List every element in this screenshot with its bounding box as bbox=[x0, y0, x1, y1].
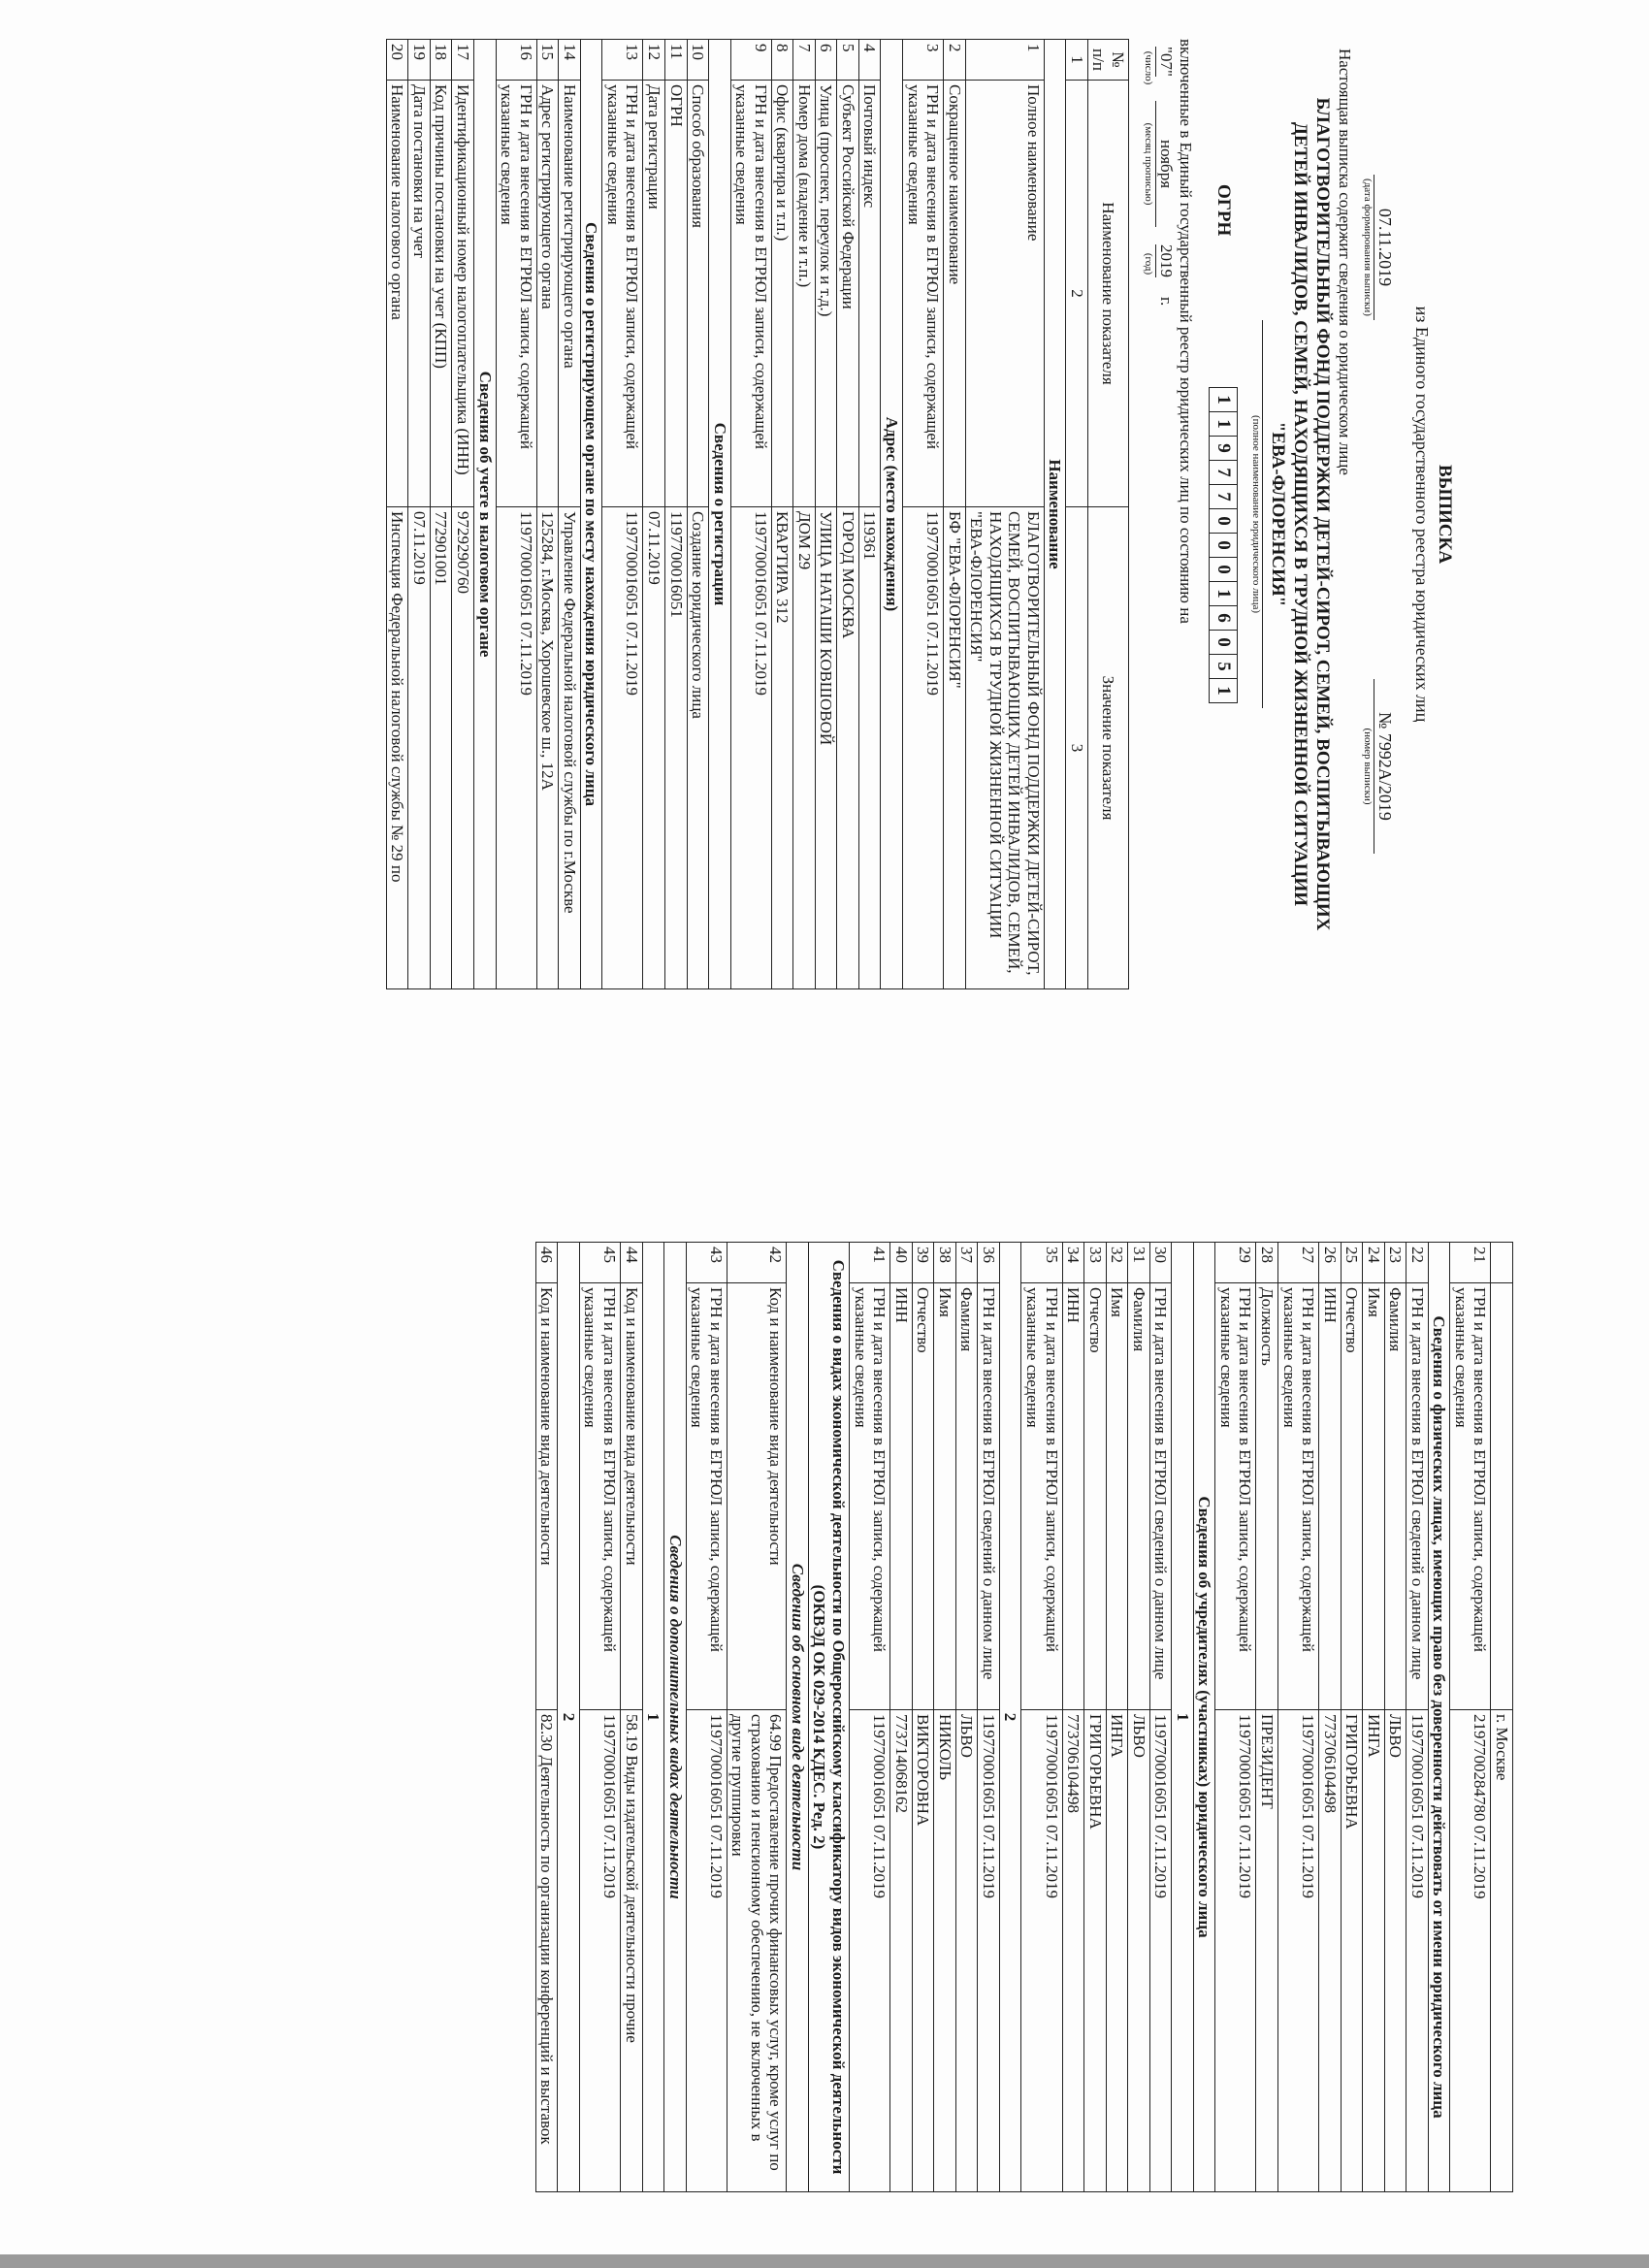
section-header-row bbox=[558, 1243, 580, 2192]
table-row bbox=[686, 1243, 727, 2192]
row-number: 46 bbox=[535, 1243, 558, 1283]
table-row bbox=[1149, 1243, 1172, 2192]
section-title: 1 bbox=[642, 1243, 664, 2192]
row-value: 1197700016051 07.11.2019 bbox=[978, 1710, 1000, 2192]
date-day-caption: (число) bbox=[1143, 50, 1154, 85]
table-body bbox=[535, 1243, 1512, 2192]
row-number: 3 bbox=[902, 40, 943, 81]
table-column-numbers-row bbox=[1066, 40, 1088, 989]
row-indicator: Дата постановки на учет bbox=[408, 81, 431, 507]
row-value: 1197700016051 07.11.2019 bbox=[1149, 1710, 1172, 2192]
subsection-header-row bbox=[787, 1243, 809, 2192]
table-row bbox=[1128, 1243, 1150, 2192]
row-number: 16 bbox=[496, 40, 536, 81]
row-number: 19 bbox=[408, 40, 431, 81]
row-indicator: Сокращенное наименование bbox=[944, 81, 966, 507]
table-row bbox=[430, 40, 452, 989]
table-row bbox=[621, 1243, 643, 2192]
row-value: НИКОЛЬ bbox=[934, 1710, 956, 2192]
document-title: ВЫПИСКА bbox=[1435, 464, 1455, 565]
table-row bbox=[934, 1243, 956, 2192]
row-number: 26 bbox=[1319, 1243, 1342, 1283]
row-number: 1 bbox=[965, 40, 1044, 81]
row-number: 39 bbox=[912, 1243, 934, 1283]
row-indicator: ИНН bbox=[890, 1283, 913, 1710]
row-indicator: ГРН и дата внесения в ЕГРЮЛ сведений о данном лице bbox=[978, 1283, 1000, 1710]
row-value: 1197700016051 07.11.2019 bbox=[1277, 1710, 1318, 2192]
row-number: 23 bbox=[1384, 1243, 1406, 1283]
row-indicator: Наименование налогового органа bbox=[386, 81, 408, 507]
date-month-caption: (месяц прописью) bbox=[1143, 122, 1154, 206]
col-number: 2 bbox=[1066, 81, 1088, 507]
row-number: 20 bbox=[386, 40, 408, 81]
row-indicator bbox=[1491, 1283, 1513, 1710]
section-title: Сведения о регистрации bbox=[709, 40, 731, 989]
row-number: 43 bbox=[686, 1243, 727, 1283]
table-row bbox=[1341, 1243, 1363, 2192]
extract-number-caption: (номер выписки) bbox=[1362, 728, 1374, 805]
row-number: 15 bbox=[536, 40, 559, 81]
table-row bbox=[978, 1243, 1000, 2192]
row-indicator: Фамилия bbox=[955, 1283, 978, 1710]
row-value: 1197700016051 07.11.2019 bbox=[730, 507, 771, 989]
extract-page-2 bbox=[0, 1222, 1513, 2212]
extract-date: 07.11.2019 bbox=[1374, 175, 1395, 320]
row-indicator: Наименование регистрирующего органа bbox=[559, 81, 581, 507]
section-title: 2 bbox=[558, 1243, 580, 2192]
row-number: 8 bbox=[771, 40, 793, 81]
table-row bbox=[912, 1243, 934, 2192]
row-number: 40 bbox=[890, 1243, 913, 1283]
row-value: Управление Федеральной налоговой службы по г.Москве bbox=[559, 507, 581, 989]
extract-date-caption: (дата формирования выписки) bbox=[1362, 178, 1374, 316]
row-indicator: Фамилия bbox=[1384, 1283, 1406, 1710]
row-indicator: ГРН и дата внесения в ЕГРЮЛ записи, содержащей указанные сведения bbox=[1215, 1283, 1256, 1710]
table-row bbox=[1406, 1243, 1429, 2192]
row-value: 773706104498 bbox=[1062, 1710, 1084, 2192]
table-row bbox=[579, 1243, 620, 2192]
table-row bbox=[643, 40, 665, 989]
row-value: 07.11.2019 bbox=[408, 507, 431, 989]
table-row bbox=[687, 40, 709, 989]
document-subtitle: из Единого государственного реестра юридических лиц bbox=[1412, 306, 1432, 723]
row-value: 64.99 Предоставление прочих финансовых услуг, кроме услуг по страхованию и пенсионному обеспечению, не включенных в другие группировки bbox=[727, 1710, 787, 2192]
row-value: 1197700016051 07.11.2019 bbox=[1021, 1710, 1062, 2192]
date-year-suffix: г. bbox=[1157, 297, 1176, 307]
section-title: Сведения о дополнительных видах деятельности bbox=[664, 1243, 687, 2192]
row-number: 21 bbox=[1450, 1243, 1491, 1283]
ogrn-digit: 1 bbox=[1209, 581, 1238, 606]
row-value: 1197700016051 07.11.2019 bbox=[902, 507, 943, 989]
row-number: 45 bbox=[579, 1243, 620, 1283]
row-indicator: Номер дома (владение и т.п.) bbox=[793, 81, 816, 507]
included-text: включенные в Единый государственный реестр юридических лиц по состоянию на bbox=[1177, 39, 1195, 624]
row-number: 2 bbox=[944, 40, 966, 81]
row-value: 1197700016051 07.11.2019 bbox=[686, 1710, 727, 2192]
row-value: 1197700016051 07.11.2019 bbox=[850, 1710, 890, 2192]
table-row bbox=[890, 1243, 913, 2192]
section-header-row bbox=[1193, 1243, 1215, 2192]
table-row bbox=[1062, 1243, 1084, 2192]
section-header-row bbox=[474, 40, 497, 989]
row-value: 82.30 Деятельность по организации конференций и выставок bbox=[535, 1710, 558, 2192]
section-header-row bbox=[1172, 1243, 1194, 2192]
table-row bbox=[559, 40, 581, 989]
row-number: 10 bbox=[687, 40, 709, 81]
org-name-line: "ЕВА-ФЛОРЕНСИЯ" bbox=[1268, 421, 1289, 607]
row-indicator: Код причины постановки на учет (КПП) bbox=[430, 81, 452, 507]
row-indicator: ОГРН bbox=[664, 81, 687, 507]
row-value: Инспекция Федеральной налоговой службы № 29 по bbox=[386, 507, 408, 989]
extract-number: № 7992А/2019 bbox=[1374, 679, 1395, 854]
row-indicator: Офис (квартира и т.п.) bbox=[771, 81, 793, 507]
table-row bbox=[452, 40, 474, 989]
col-number: 3 bbox=[1066, 507, 1088, 989]
row-value: БФ "ЕВА-ФЛОРЕНСИЯ" bbox=[944, 507, 966, 989]
date-day: "07" bbox=[1157, 47, 1176, 77]
row-number: 36 bbox=[978, 1243, 1000, 1283]
table-row bbox=[602, 40, 643, 989]
table-row bbox=[1450, 1243, 1491, 2192]
table-row bbox=[1491, 1243, 1513, 2192]
row-indicator: ГРН и дата внесения в ЕГРЮЛ записи, содержащей указанные сведения bbox=[902, 81, 943, 507]
row-number: 31 bbox=[1128, 1243, 1150, 1283]
row-value: ИНГА bbox=[1106, 1710, 1128, 2192]
row-indicator: ГРН и дата внесения в ЕГРЮЛ записи, содержащей указанные сведения bbox=[602, 81, 643, 507]
row-indicator: ГРН и дата внесения в ЕГРЮЛ записи, содержащей указанные сведения bbox=[1277, 1283, 1318, 1710]
row-indicator: ИНН bbox=[1319, 1283, 1342, 1710]
row-number: 34 bbox=[1062, 1243, 1084, 1283]
table-row bbox=[955, 1243, 978, 2192]
table-row bbox=[1084, 1243, 1107, 2192]
row-indicator: Код и наименование вида деятельности bbox=[621, 1283, 643, 1710]
org-name-line: ДЕТЕЙ ИНВАЛИДОВ, СЕМЕЙ, НАХОДЯЩИХСЯ В ТРУДНОЙ ЖИЗНЕННОЙ СИТУАЦИИ bbox=[1290, 121, 1311, 907]
row-number: 7 bbox=[793, 40, 816, 81]
row-indicator: Код и наименование вида деятельности bbox=[727, 1283, 787, 1710]
ogrn-digit: 7 bbox=[1209, 484, 1238, 509]
row-number: 13 bbox=[602, 40, 643, 81]
row-number: 41 bbox=[850, 1243, 890, 1283]
table-row bbox=[730, 40, 771, 989]
row-indicator: Имя bbox=[934, 1283, 956, 1710]
row-value: г. Москве bbox=[1491, 1710, 1513, 2192]
row-indicator: Улица (проспект, переулок и т.д.) bbox=[815, 81, 837, 507]
row-indicator: Дата регистрации bbox=[643, 81, 665, 507]
row-indicator: Идентификационный номер налогоплательщика (ИНН) bbox=[452, 81, 474, 507]
row-number: 25 bbox=[1341, 1243, 1363, 1283]
section-title: Адрес (место нахождения) bbox=[881, 40, 903, 989]
ogrn-digit: 7 bbox=[1209, 460, 1238, 485]
row-value: Создание юридического лица bbox=[687, 507, 709, 989]
row-value: ДОМ 29 bbox=[793, 507, 816, 989]
section-header-row bbox=[1428, 1243, 1450, 2192]
row-value: ЛЬВО bbox=[1384, 1710, 1406, 2192]
col-number: 1 bbox=[1066, 40, 1088, 81]
ogrn-digit: 0 bbox=[1209, 557, 1238, 582]
section-title: 2 bbox=[999, 1243, 1021, 2192]
row-value: 58.19 Виды издательской деятельности прочие bbox=[621, 1710, 643, 2192]
row-indicator: ГРН и дата внесения в ЕГРЮЛ записи, содержащей указанные сведения bbox=[496, 81, 536, 507]
col-header-number: № п/п bbox=[1087, 40, 1128, 81]
row-number: 29 bbox=[1215, 1243, 1256, 1283]
row-indicator: Фамилия bbox=[1128, 1283, 1150, 1710]
row-value: КВАРТИРА 312 bbox=[771, 507, 793, 989]
row-number: 12 bbox=[643, 40, 665, 81]
row-value: ГРИГОРЬЕВНА bbox=[1084, 1710, 1107, 2192]
row-indicator: Субъект Российской Федерации bbox=[837, 81, 859, 507]
row-value: 1197700016051 07.11.2019 bbox=[1215, 1710, 1256, 2192]
table-row bbox=[1021, 1243, 1062, 2192]
table-row bbox=[944, 40, 966, 989]
ogrn-digit: 0 bbox=[1209, 533, 1238, 558]
org-name-caption: (полное наименование юридического лица) bbox=[1249, 320, 1263, 708]
date-year: 2019 bbox=[1157, 244, 1176, 277]
table-row bbox=[850, 1243, 890, 2192]
table-row bbox=[535, 1243, 558, 2192]
table-row bbox=[771, 40, 793, 989]
table-row bbox=[1363, 1243, 1385, 2192]
table-row bbox=[496, 40, 536, 989]
row-number: 24 bbox=[1363, 1243, 1385, 1283]
section-header-row bbox=[709, 40, 731, 989]
row-number: 28 bbox=[1256, 1243, 1278, 1283]
extract-page-1 bbox=[0, 19, 1455, 1009]
table-row bbox=[386, 40, 408, 989]
row-number: 33 bbox=[1084, 1243, 1107, 1283]
row-value: 9729290760 bbox=[452, 507, 474, 989]
table-row bbox=[1319, 1243, 1342, 2192]
row-indicator: Имя bbox=[1363, 1283, 1385, 1710]
row-value: ИНГА bbox=[1363, 1710, 1385, 2192]
row-value: 1197700016051 07.11.2019 bbox=[602, 507, 643, 989]
row-value: 773706104498 bbox=[1319, 1710, 1342, 2192]
table-row bbox=[837, 40, 859, 989]
section-title: Сведения об учете в налоговом органе bbox=[474, 40, 497, 989]
section-header-row bbox=[808, 1243, 849, 2192]
ogrn-digit: 1 bbox=[1209, 678, 1238, 703]
section-header-row bbox=[642, 1243, 664, 2192]
row-indicator: Адрес регистрирующего органа bbox=[536, 81, 559, 507]
extract-table-page1 bbox=[386, 39, 1129, 989]
row-number: 11 bbox=[664, 40, 687, 81]
row-number: 37 bbox=[955, 1243, 978, 1283]
table-row bbox=[965, 40, 1044, 989]
row-value: 1197700016051 07.11.2019 bbox=[579, 1710, 620, 2192]
row-indicator: Почтовый индекс bbox=[858, 81, 881, 507]
row-number: 22 bbox=[1406, 1243, 1429, 1283]
section-title: 1 bbox=[1172, 1243, 1194, 2192]
ogrn-digit: 0 bbox=[1209, 630, 1238, 655]
col-header-indicator: Наименование показателя bbox=[1087, 81, 1128, 507]
row-indicator: Отчество bbox=[1084, 1283, 1107, 1710]
table-row bbox=[1106, 1243, 1128, 2192]
section-title: Сведения о физических лицах, имеющих право без доверенности действовать от имени юридического лица bbox=[1428, 1243, 1450, 2192]
row-number: 9 bbox=[730, 40, 771, 81]
section-header-row bbox=[1044, 40, 1066, 989]
row-number: 17 bbox=[452, 40, 474, 81]
table-row bbox=[1277, 1243, 1318, 2192]
intro-text: Настоящая выписка содержит сведения о юридическом лице bbox=[1336, 49, 1354, 475]
row-number: 14 bbox=[559, 40, 581, 81]
table-row bbox=[793, 40, 816, 989]
date-month: ноября bbox=[1155, 101, 1176, 227]
table-row bbox=[815, 40, 837, 989]
table-header-row bbox=[1087, 40, 1128, 989]
row-value: 772901001 bbox=[430, 507, 452, 989]
row-value: 125284, г.Москва, Хорошевское ш., 12А bbox=[536, 507, 559, 989]
ogrn-digit: 1 bbox=[1209, 387, 1238, 412]
row-value: 119361 bbox=[858, 507, 881, 989]
row-indicator: Имя bbox=[1106, 1283, 1128, 1710]
row-value: 773714068162 bbox=[890, 1710, 913, 2192]
row-value: 07.11.2019 bbox=[643, 507, 665, 989]
scanner-edge-strip bbox=[0, 2254, 1649, 2268]
date-year-caption: (год) bbox=[1143, 252, 1154, 275]
table-body bbox=[386, 40, 1066, 989]
org-name-line: БЛАГОТВОРИТЕЛЬНЫЙ ФОНД ПОДДЕРЖКИ ДЕТЕЙ-СИРОТ, СЕМЕЙ, ВОСПИТЫВАЮЩИХ bbox=[1312, 97, 1333, 931]
ogrn-digit: 0 bbox=[1209, 508, 1238, 534]
row-indicator: ГРН и дата внесения в ЕГРЮЛ записи, содержащей указанные сведения bbox=[686, 1283, 727, 1710]
row-value: ЛЬВО bbox=[955, 1710, 978, 2192]
row-number: 5 bbox=[837, 40, 859, 81]
section-title: Сведения о видах экономической деятельности по Общероссийскому классификатору видов экономической деятельности (ОКВЭД ОК 029-2014 КДЕС. Ред. 2) bbox=[808, 1243, 849, 2192]
row-indicator: ГРН и дата внесения в ЕГРЮЛ записи, содержащей указанные сведения bbox=[730, 81, 771, 507]
row-value: 2197700284780 07.11.2019 bbox=[1450, 1710, 1491, 2192]
row-value: ВИКТОРОВНА bbox=[912, 1710, 934, 2192]
row-number: 32 bbox=[1106, 1243, 1128, 1283]
ogrn-digit: 1 bbox=[1209, 411, 1238, 437]
row-number: 30 bbox=[1149, 1243, 1172, 1283]
section-title: Наименование bbox=[1044, 40, 1066, 989]
row-value: 1197700016051 07.11.2019 bbox=[496, 507, 536, 989]
row-number bbox=[1491, 1243, 1513, 1283]
row-indicator: Отчество bbox=[912, 1283, 934, 1710]
row-value: ЛЬВО bbox=[1128, 1710, 1150, 2192]
extract-table-page2 bbox=[535, 1242, 1513, 2192]
row-value: УЛИЦА НАТАШИ КОВШОВОЙ bbox=[815, 507, 837, 989]
row-indicator: Должность bbox=[1256, 1283, 1278, 1710]
ogrn-label: ОГРН bbox=[1213, 184, 1234, 237]
table-row bbox=[536, 40, 559, 989]
org-full-name bbox=[1267, 19, 1333, 1009]
table-row bbox=[727, 1243, 787, 2192]
row-indicator: ГРН и дата внесения в ЕГРЮЛ записи, содержащей указанные сведения bbox=[850, 1283, 890, 1710]
row-value: ГОРОД МОСКВА bbox=[837, 507, 859, 989]
section-title: Сведения об учредителях (участниках) юридического лица bbox=[1193, 1243, 1215, 2192]
row-indicator: Отчество bbox=[1341, 1283, 1363, 1710]
table-row bbox=[1215, 1243, 1256, 2192]
section-title: Сведения об основном виде деятельности bbox=[787, 1243, 809, 2192]
section-header-row bbox=[580, 40, 602, 989]
row-value: БЛАГОТВОРИТЕЛЬНЫЙ ФОНД ПОДДЕРЖКИ ДЕТЕЙ-СИРОТ, СЕМЕЙ, ВОСПИТЫВАЮЩИХ ДЕТЕЙ ИНВАЛИДОВ, СЕМЕЙ, НАХОДЯЩИХСЯ В ТРУДНОЙ ЖИЗНЕННОЙ СИТУАЦИИ "ЕВА-ФЛОРЕНСИЯ" bbox=[965, 507, 1044, 989]
subsection-header-row bbox=[664, 1243, 687, 2192]
col-header-value: Значение показателя bbox=[1087, 507, 1128, 989]
row-number: 18 bbox=[430, 40, 452, 81]
row-indicator: ГРН и дата внесения в ЕГРЮЛ записи, содержащей указанные сведения bbox=[1450, 1283, 1491, 1710]
row-number: 38 bbox=[934, 1243, 956, 1283]
row-indicator: ГРН и дата внесения в ЕГРЮЛ записи, содержащей указанные сведения bbox=[1021, 1283, 1062, 1710]
row-number: 44 bbox=[621, 1243, 643, 1283]
table-row bbox=[902, 40, 943, 989]
ogrn-digit: 6 bbox=[1209, 605, 1238, 631]
table-row bbox=[408, 40, 431, 989]
row-number: 35 bbox=[1021, 1243, 1062, 1283]
table-row bbox=[1256, 1243, 1278, 2192]
row-indicator: ГРН и дата внесения в ЕГРЮЛ записи, содержащей указанные сведения bbox=[579, 1283, 620, 1710]
section-header-row bbox=[999, 1243, 1021, 2192]
ogrn-digit: 5 bbox=[1209, 654, 1238, 679]
row-value: 1197700016051 07.11.2019 bbox=[1406, 1710, 1429, 2192]
row-indicator: Способ образования bbox=[687, 81, 709, 507]
row-indicator: ИНН bbox=[1062, 1283, 1084, 1710]
row-value: ПРЕЗИДЕНТ bbox=[1256, 1710, 1278, 2192]
row-indicator: ГРН и дата внесения в ЕГРЮЛ сведений о данном лице bbox=[1149, 1283, 1172, 1710]
row-number: 6 bbox=[815, 40, 837, 81]
ogrn-digit: 9 bbox=[1209, 436, 1238, 461]
row-number: 4 bbox=[858, 40, 881, 81]
section-header-row bbox=[881, 40, 903, 989]
row-indicator: Полное наименование bbox=[965, 81, 1044, 507]
row-indicator: ГРН и дата внесения в ЕГРЮЛ сведений о данном лице bbox=[1406, 1283, 1429, 1710]
table-row bbox=[858, 40, 881, 989]
row-indicator: Код и наименование вида деятельности bbox=[535, 1283, 558, 1710]
row-number: 42 bbox=[727, 1243, 787, 1283]
table-row bbox=[664, 40, 687, 989]
row-number: 27 bbox=[1277, 1243, 1318, 1283]
row-value: 1197700016051 bbox=[664, 507, 687, 989]
table-row bbox=[1384, 1243, 1406, 2192]
section-title: Сведения о регистрирующем органе по месту нахождения юридического лица bbox=[580, 40, 602, 989]
ogrn-digit-boxes bbox=[1209, 388, 1238, 703]
row-value: ГРИГОРЬЕВНА bbox=[1341, 1710, 1363, 2192]
